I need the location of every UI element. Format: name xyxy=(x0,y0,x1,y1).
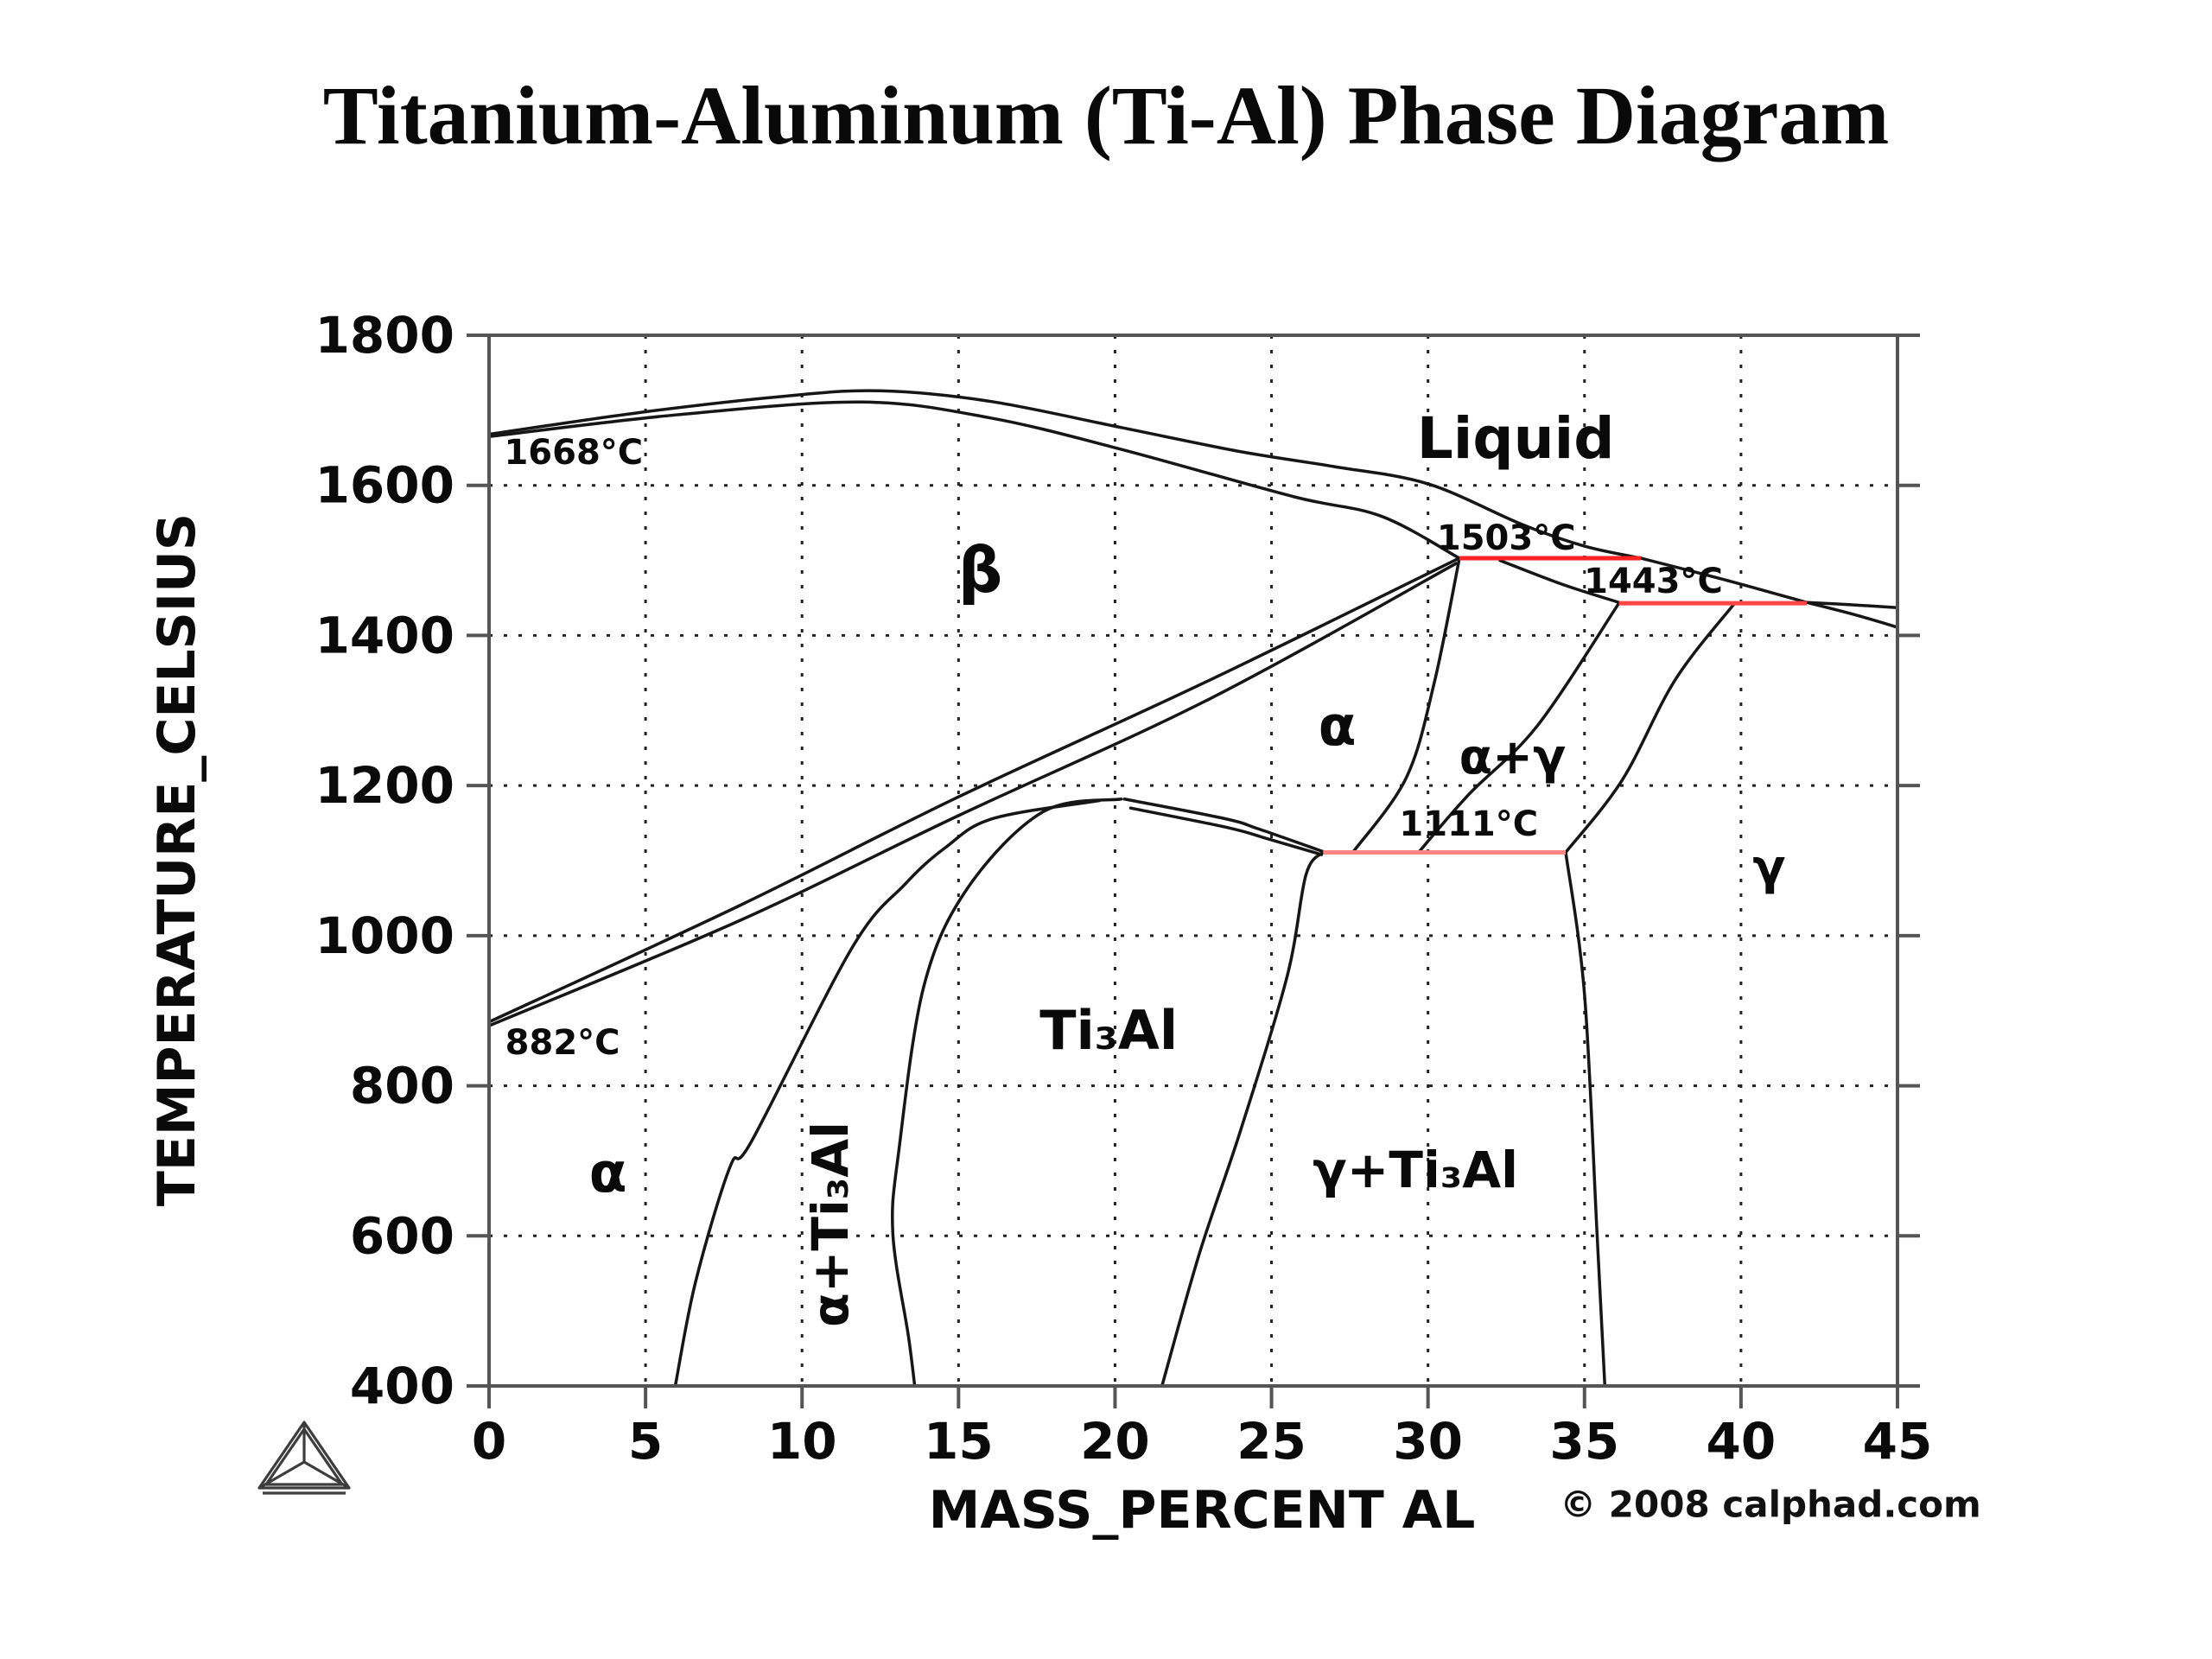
y-tick-label-1200: 1200 xyxy=(315,756,454,816)
curve-dome-left xyxy=(893,799,1122,1386)
copyright-watermark: © 2008 calphad.com xyxy=(1560,1483,1981,1526)
temp-annotation-3-1111c: 1111°C xyxy=(1399,804,1539,845)
temp-annotation-1-1503c: 1503°C xyxy=(1436,518,1576,558)
temp-annotation-0-1668c: 1668°C xyxy=(504,433,644,474)
y-tick-label-1800: 1800 xyxy=(315,306,454,365)
curve-ti3al-gamma-border xyxy=(1162,852,1324,1386)
phase-label-4-: α+γ xyxy=(1459,729,1567,785)
phase-label-8-tial: α+Ti₃Al xyxy=(800,1122,860,1328)
y-tick-label-1600: 1600 xyxy=(315,455,454,515)
x-tick-label-10: 10 xyxy=(766,1412,837,1471)
x-tick-label-45: 45 xyxy=(1862,1412,1933,1471)
phase-label-5-: γ xyxy=(1752,839,1786,896)
curve-alpha-ti3al-left xyxy=(676,801,1100,1386)
x-tick-label-40: 40 xyxy=(1706,1412,1777,1471)
thermocalc-triangle-logo-icon xyxy=(254,1419,354,1498)
invariant-tie-lines xyxy=(1323,558,1807,852)
y-tick-label-600: 600 xyxy=(349,1206,454,1266)
axis-ticks xyxy=(467,335,1920,1408)
temp-annotation-2-1443c: 1443°C xyxy=(1584,561,1723,601)
plot-frame xyxy=(489,335,1897,1386)
curve-dome-right-lower xyxy=(1131,808,1322,855)
phase-label-3-: α xyxy=(1318,695,1357,760)
phase-label-0-liquid: Liquid xyxy=(1416,404,1615,472)
x-tick-label-35: 35 xyxy=(1549,1412,1620,1471)
x-tick-label-30: 30 xyxy=(1393,1412,1464,1471)
y-tick-label-400: 400 xyxy=(349,1357,454,1415)
x-tick-label-20: 20 xyxy=(1080,1412,1150,1471)
tick-labels xyxy=(315,306,1933,1471)
page-title: Titanium-Aluminum (Ti-Al) Phase Diagram xyxy=(322,69,1890,162)
phase-label-7-tial: γ+Ti₃Al xyxy=(1313,1140,1519,1199)
y-tick-label-1000: 1000 xyxy=(315,906,454,965)
phase-label-1-: β xyxy=(957,533,1003,607)
phase-boundary-curves xyxy=(489,391,1897,1386)
temp-annotation-4-882c: 882°C xyxy=(505,1023,620,1064)
x-axis-title: MASS_PERCENT AL xyxy=(928,1480,1476,1541)
phase-label-6-tial: Ti₃Al xyxy=(1039,999,1179,1063)
x-tick-label-5: 5 xyxy=(627,1412,664,1471)
y-axis-title: TEMPERATURE_CELSIUS xyxy=(147,512,207,1207)
y-tick-label-800: 800 xyxy=(349,1056,454,1116)
x-tick-label-25: 25 xyxy=(1236,1412,1306,1471)
phase-label-2-: α xyxy=(588,1141,627,1206)
x-tick-label-15: 15 xyxy=(923,1412,994,1471)
curve-gamma-left-upper xyxy=(1566,603,1735,852)
y-tick-label-1400: 1400 xyxy=(315,606,454,665)
curve-beta-transus-upper xyxy=(489,558,1459,1022)
x-tick-label-0: 0 xyxy=(471,1412,507,1471)
gridlines xyxy=(489,335,1897,1386)
